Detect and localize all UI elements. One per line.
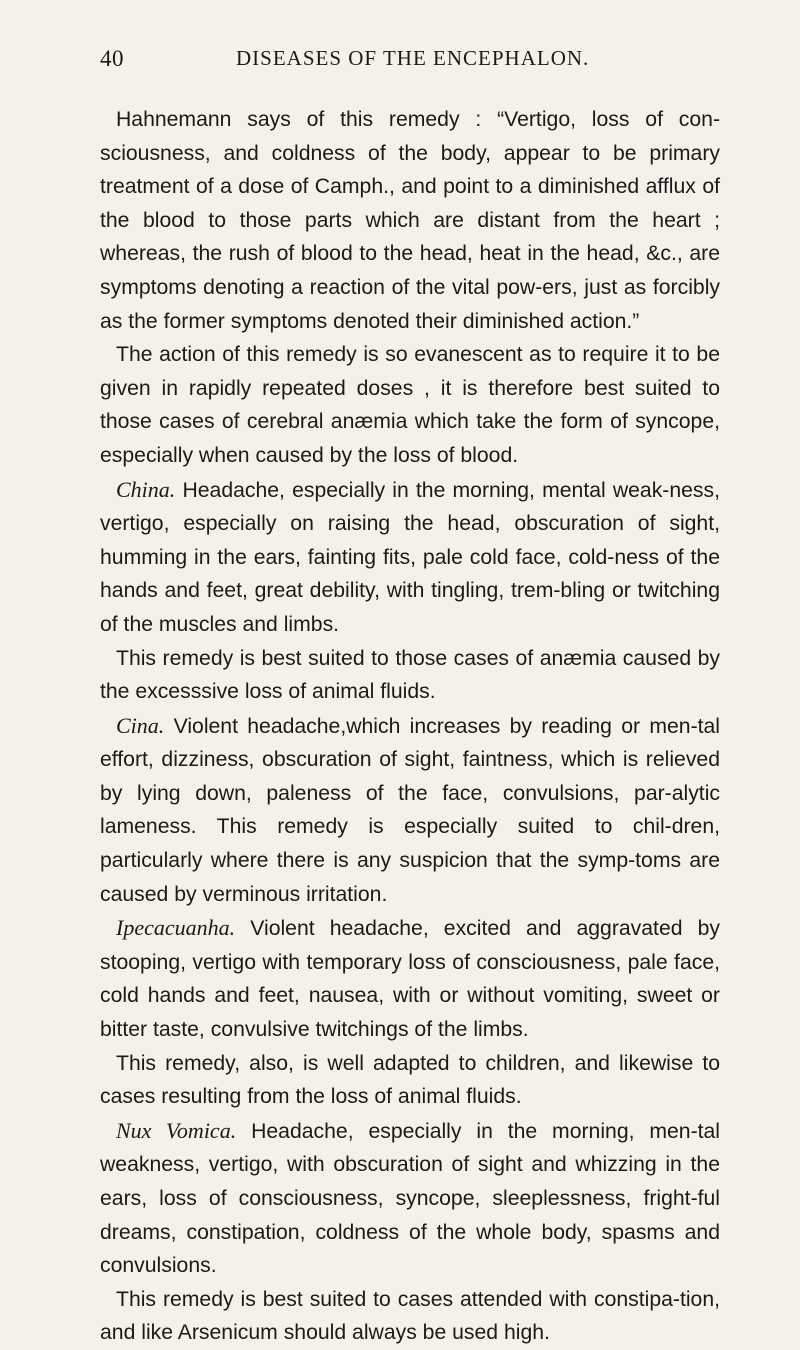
paragraph-text: Violent headache,which increases by reading or men-tal effort, dizziness, obscuration of sight, faintness, which is relieved by lying down, paleness of the face, convulsions, par-alytic lameness. This remedy is especially suited to chil-dren, particularly where there is any suspicion that the symp-toms are caused by verminous irritation. <box>100 714 720 906</box>
paragraph-text: The action of this remedy is so evanescent as to require it to be given in rapidly repeated doses , it is therefore best suited to those cases of cerebral anæmia which take the form of syncope, especially when caused by the loss of blood. <box>100 343 720 467</box>
paragraph-nux-vomica <box>100 1114 720 1283</box>
paragraph-china <box>100 473 720 642</box>
page-number: 40 <box>100 46 124 71</box>
paragraph-china-note <box>100 642 720 709</box>
remedy-name-nux-vomica: Nux Vomica. <box>116 1117 237 1143</box>
paragraph-text: Violent headache, excited and aggravated by stooping, vertigo with temporary loss of consciousness, pale face, cold hands and feet, nausea, with or without vomiting, sweet or bitter taste, convulsive twitchings of the limbs. <box>100 917 720 1042</box>
paragraph-text: Hahnemann says of this remedy : “Vertigo, loss of con-sciousness, and coldness of the body, appear to be primary treatment of a dose of Camph., and point to a diminished afflux of the blood to those parts which are distant from the heart ; whereas, the rush of blood to the head, heat in the head, &c., are symptoms denoting a reaction of the vital pow-ers, just as forcibly as the former symptoms denoted their diminished action.” <box>100 108 720 333</box>
paragraph-text: Headache, especially in the morning, mental weak-ness, vertigo, especially on raising the head, obscuration of sight, humming in the ears, fainting fits, pale cold face, cold-ness of the hands and feet, great debility, with tingling, trem-bling or twitching of the muscles and limbs. <box>100 478 721 636</box>
running-head <box>100 46 720 86</box>
paragraph-camphor-action <box>100 338 720 472</box>
paragraph-cina <box>100 709 720 912</box>
remedy-name-cina: Cina. <box>116 712 165 738</box>
remedy-name-china: China. <box>116 476 176 502</box>
paragraph-text: This remedy is best suited to cases attended with constipa-tion, and like Arsenicum should always be used high. <box>100 1287 720 1345</box>
paragraph-text: Headache, especially in the morning, men-tal weakness, vertigo, with obscuration of sight and whizzing in the ears, loss of consciousness, syncope, sleeplessness, fright-ful dreams, constipation, coldness of the whole body, spasms and convulsions. <box>100 1119 721 1278</box>
paragraph-ipecacuanha <box>100 911 720 1046</box>
body-text <box>100 103 720 1350</box>
paragraph-ipecacuanha-note <box>100 1047 720 1114</box>
paragraph-text: This remedy, also, is well adapted to children, and likewise to cases resulting from the loss of animal fluids. <box>100 1051 720 1109</box>
paragraph-camphor-quote <box>100 103 720 338</box>
remedy-name-ipecacuanha: Ipecacuanha. <box>116 915 236 941</box>
running-title: DISEASES OF THE ENCEPHALON. <box>236 46 590 70</box>
paragraph-nux-vomica-note <box>100 1283 720 1350</box>
paragraph-text: This remedy is best suited to those cases of anæmia caused by the excesssive loss of animal fluids. <box>100 646 720 704</box>
